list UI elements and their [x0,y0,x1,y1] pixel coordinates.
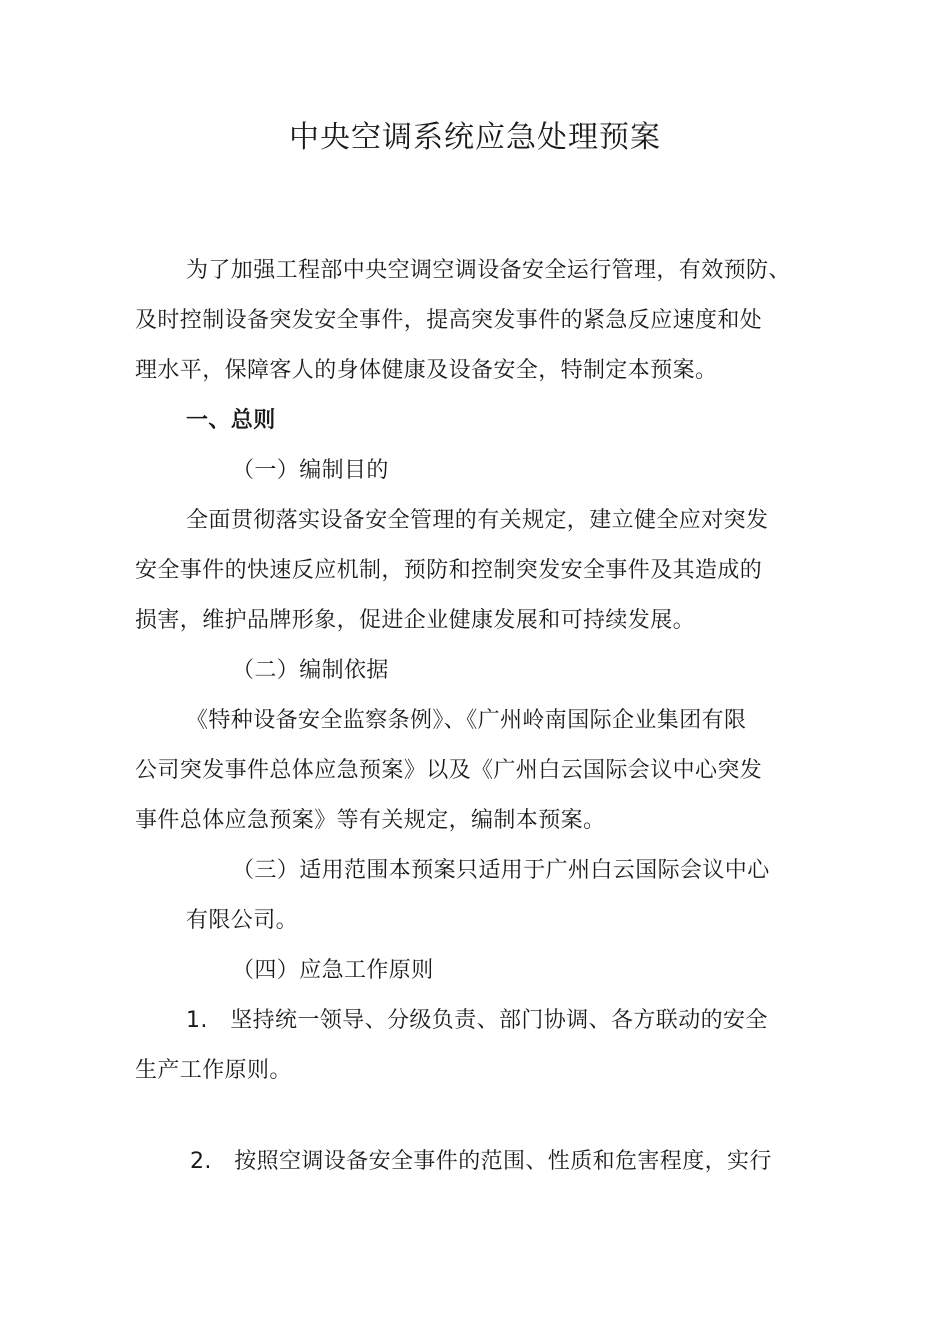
document-title: 中央空调系统应急处理预案 [289,120,661,155]
paragraph-line: 理水平，保障客人的身体健康及设备安全，特制定本预案。 [135,358,718,383]
subsection-heading: （三）适用范围本预案只适用于广州白云国际会议中心 [232,858,770,883]
paragraph-line: 有限公司。 [186,908,299,933]
paragraph-line: 公司突发事件总体应急预案》以及《广州白云国际会议中心突发 [135,758,763,783]
paragraph-line: 事件总体应急预案》等有关规定，编制本预案。 [135,808,606,833]
subsection-heading: （二）编制依据 [232,658,389,683]
paragraph-line: 全面贯彻落实设备安全管理的有关规定，建立健全应对突发 [186,508,769,533]
subsection-heading: （四）应急工作原则 [232,958,434,983]
subsection-heading: （一）编制目的 [232,458,389,483]
list-item-line: 2. 按照空调设备安全事件的范围、性质和危害程度，实行 [190,1149,772,1174]
paragraph-line: 及时控制设备突发安全事件，提高突发事件的紧急反应速度和处 [135,308,763,333]
paragraph-line: 《特种设备安全监察条例》、《广州岭南国际企业集团有限 [186,708,747,733]
paragraph-line: 损害，维护品牌形象，促进企业健康发展和可持续发展。 [135,608,696,633]
section-heading: 一、总则 [186,408,276,433]
paragraph-line: 为了加强工程部中央空调空调设备安全运行管理，有效预防、 [186,258,791,283]
list-item-line: 生产工作原则。 [135,1058,292,1083]
list-item-line: 1. 坚持统一领导、分级负责、部门协调、各方联动的安全 [186,1008,768,1033]
paragraph-line: 安全事件的快速反应机制，预防和控制突发安全事件及其造成的 [135,558,763,583]
